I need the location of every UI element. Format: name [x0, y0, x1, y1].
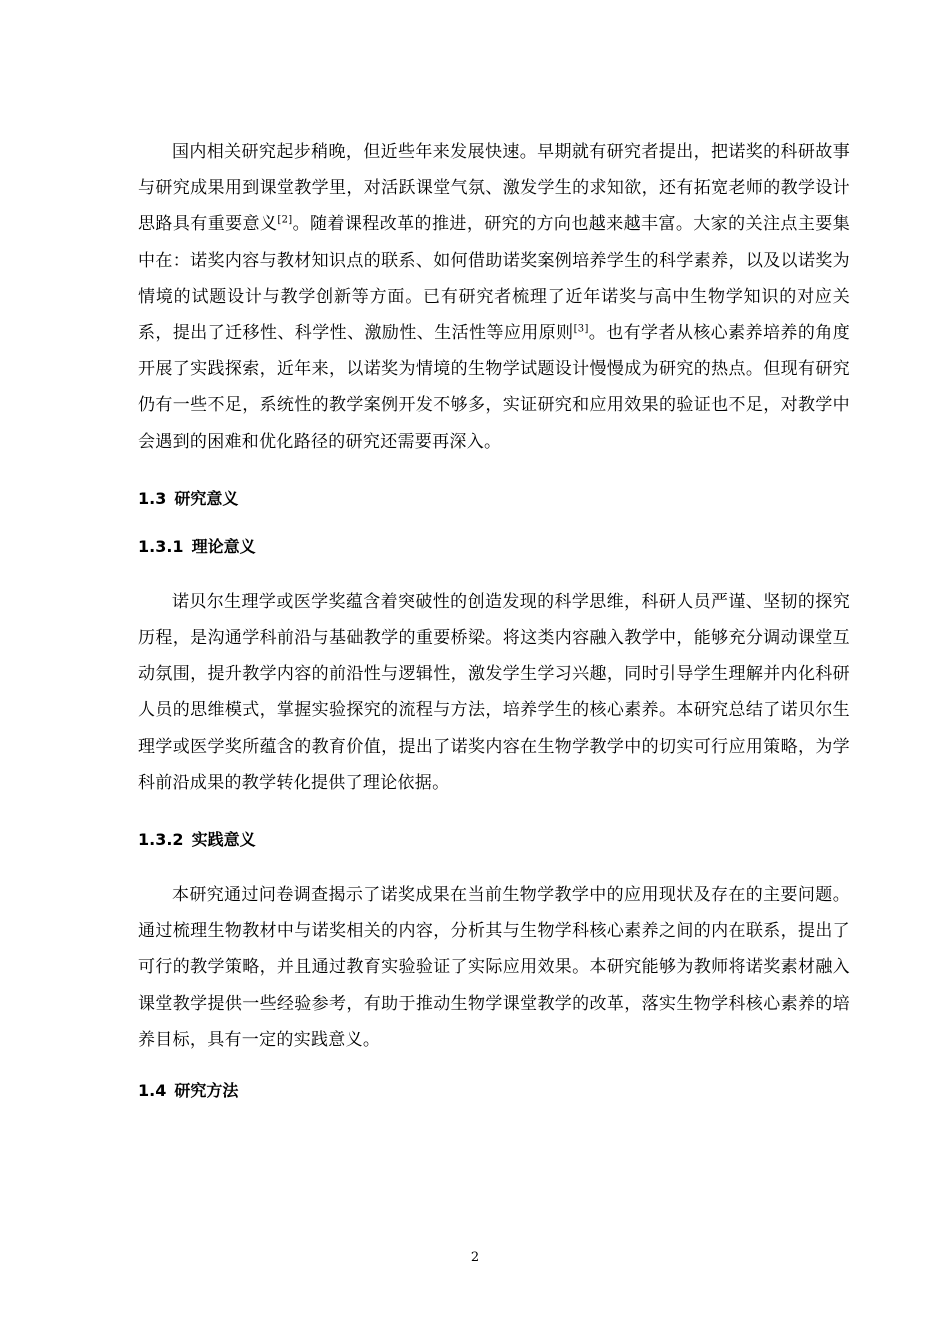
section-number: 1.4 — [138, 1081, 167, 1101]
section-title: 研究意义 — [174, 488, 239, 508]
section-number: 1.3.2 — [138, 830, 184, 850]
paragraph-domestic-research — [138, 134, 850, 460]
section-number: 1.3 — [138, 488, 167, 508]
section-heading-1-3-2 — [138, 829, 850, 851]
citation-2: [2] — [277, 214, 293, 226]
paragraph-text: 国内相关研究起步稍晚，但近些年来发展快速。早期就有研究者提出，把诺奖的科研故事与研究成果用到课堂教学里，对活跃课堂气氛、激发学生的求知欲，还有拓宽老师的教学设计思路具有重要意义 — [138, 142, 850, 235]
section-number: 1.3.1 — [138, 536, 184, 556]
section-heading-1-3 — [138, 488, 850, 510]
section-heading-1-3-1 — [138, 536, 850, 558]
paragraph-theoretical-significance: 诺贝尔生理学或医学奖蕴含着突破性的创造发现的科学思维，科研人员严谨、坚韧的探究历程，是沟通学科前沿与基础教学的重要桥梁。将这类内容融入教学中，能够充分调动课堂互动氛围，提升教学内容的前沿性与逻辑性，激发学生学习兴趣，同时引导学生理解并内化科研人员的思维模式，掌握实验探究的流程与方法，培养学生的核心素养。本研究总结了诺贝尔生理学或医学奖所蕴含的教育价值，提出了诺奖内容在生物学教学中的切实可行应用策略，为学科前沿成果的教学转化提供了理论依据。 — [138, 591, 850, 793]
section-heading-1-4 — [138, 1080, 850, 1102]
paragraph-practical-significance: 本研究通过问卷调查揭示了诺奖成果在当前生物学教学中的应用现状及存在的主要问题。通过梳理生物教材中与诺奖相关的内容，分析其与生物学科核心素养之间的内在联系，提出了可行的教学策略，并且通过教育实验验证了实际应用效果。本研究能够为教师将诺奖素材融入课堂教学提供一些经验参考，有助于推动生物学课堂教学的改革，落实生物学科核心素养的培养目标，具有一定的实践意义。 — [138, 885, 850, 1050]
section-title: 理论意义 — [191, 536, 256, 556]
document-body — [138, 134, 850, 1102]
section-title: 研究方法 — [174, 1081, 239, 1101]
paragraph-text: 。也有学者从核心素养培养的角度开展了实践探索，近年来，以诺奖为情境的生物学试题设计慢慢成为研究的热点。但现有研究仍有一些不足，系统性的教学案例开发不够多，实证研究和应用效果的验证也不足，对教学中会遇到的困难和优化路径的研究还需要再深入。 — [138, 323, 851, 452]
page-number: 2 — [470, 1250, 480, 1265]
section-title: 实践意义 — [191, 830, 256, 850]
paragraph-text: 。随着课程改革的推进，研究的方向也越来越丰富。大家的关注点主要集中在：诺奖内容与教材知识点的联系、如何借助诺奖案例培养学生的科学素养，以及以诺奖为情境的试题设计与教学创新等方面。已有研究者梳理了近年诺奖与高中生物学知识的对应关系，提出了迁移性、科学性、激励性、生活性等应用原则 — [138, 214, 850, 344]
citation-3: [3] — [573, 323, 589, 335]
